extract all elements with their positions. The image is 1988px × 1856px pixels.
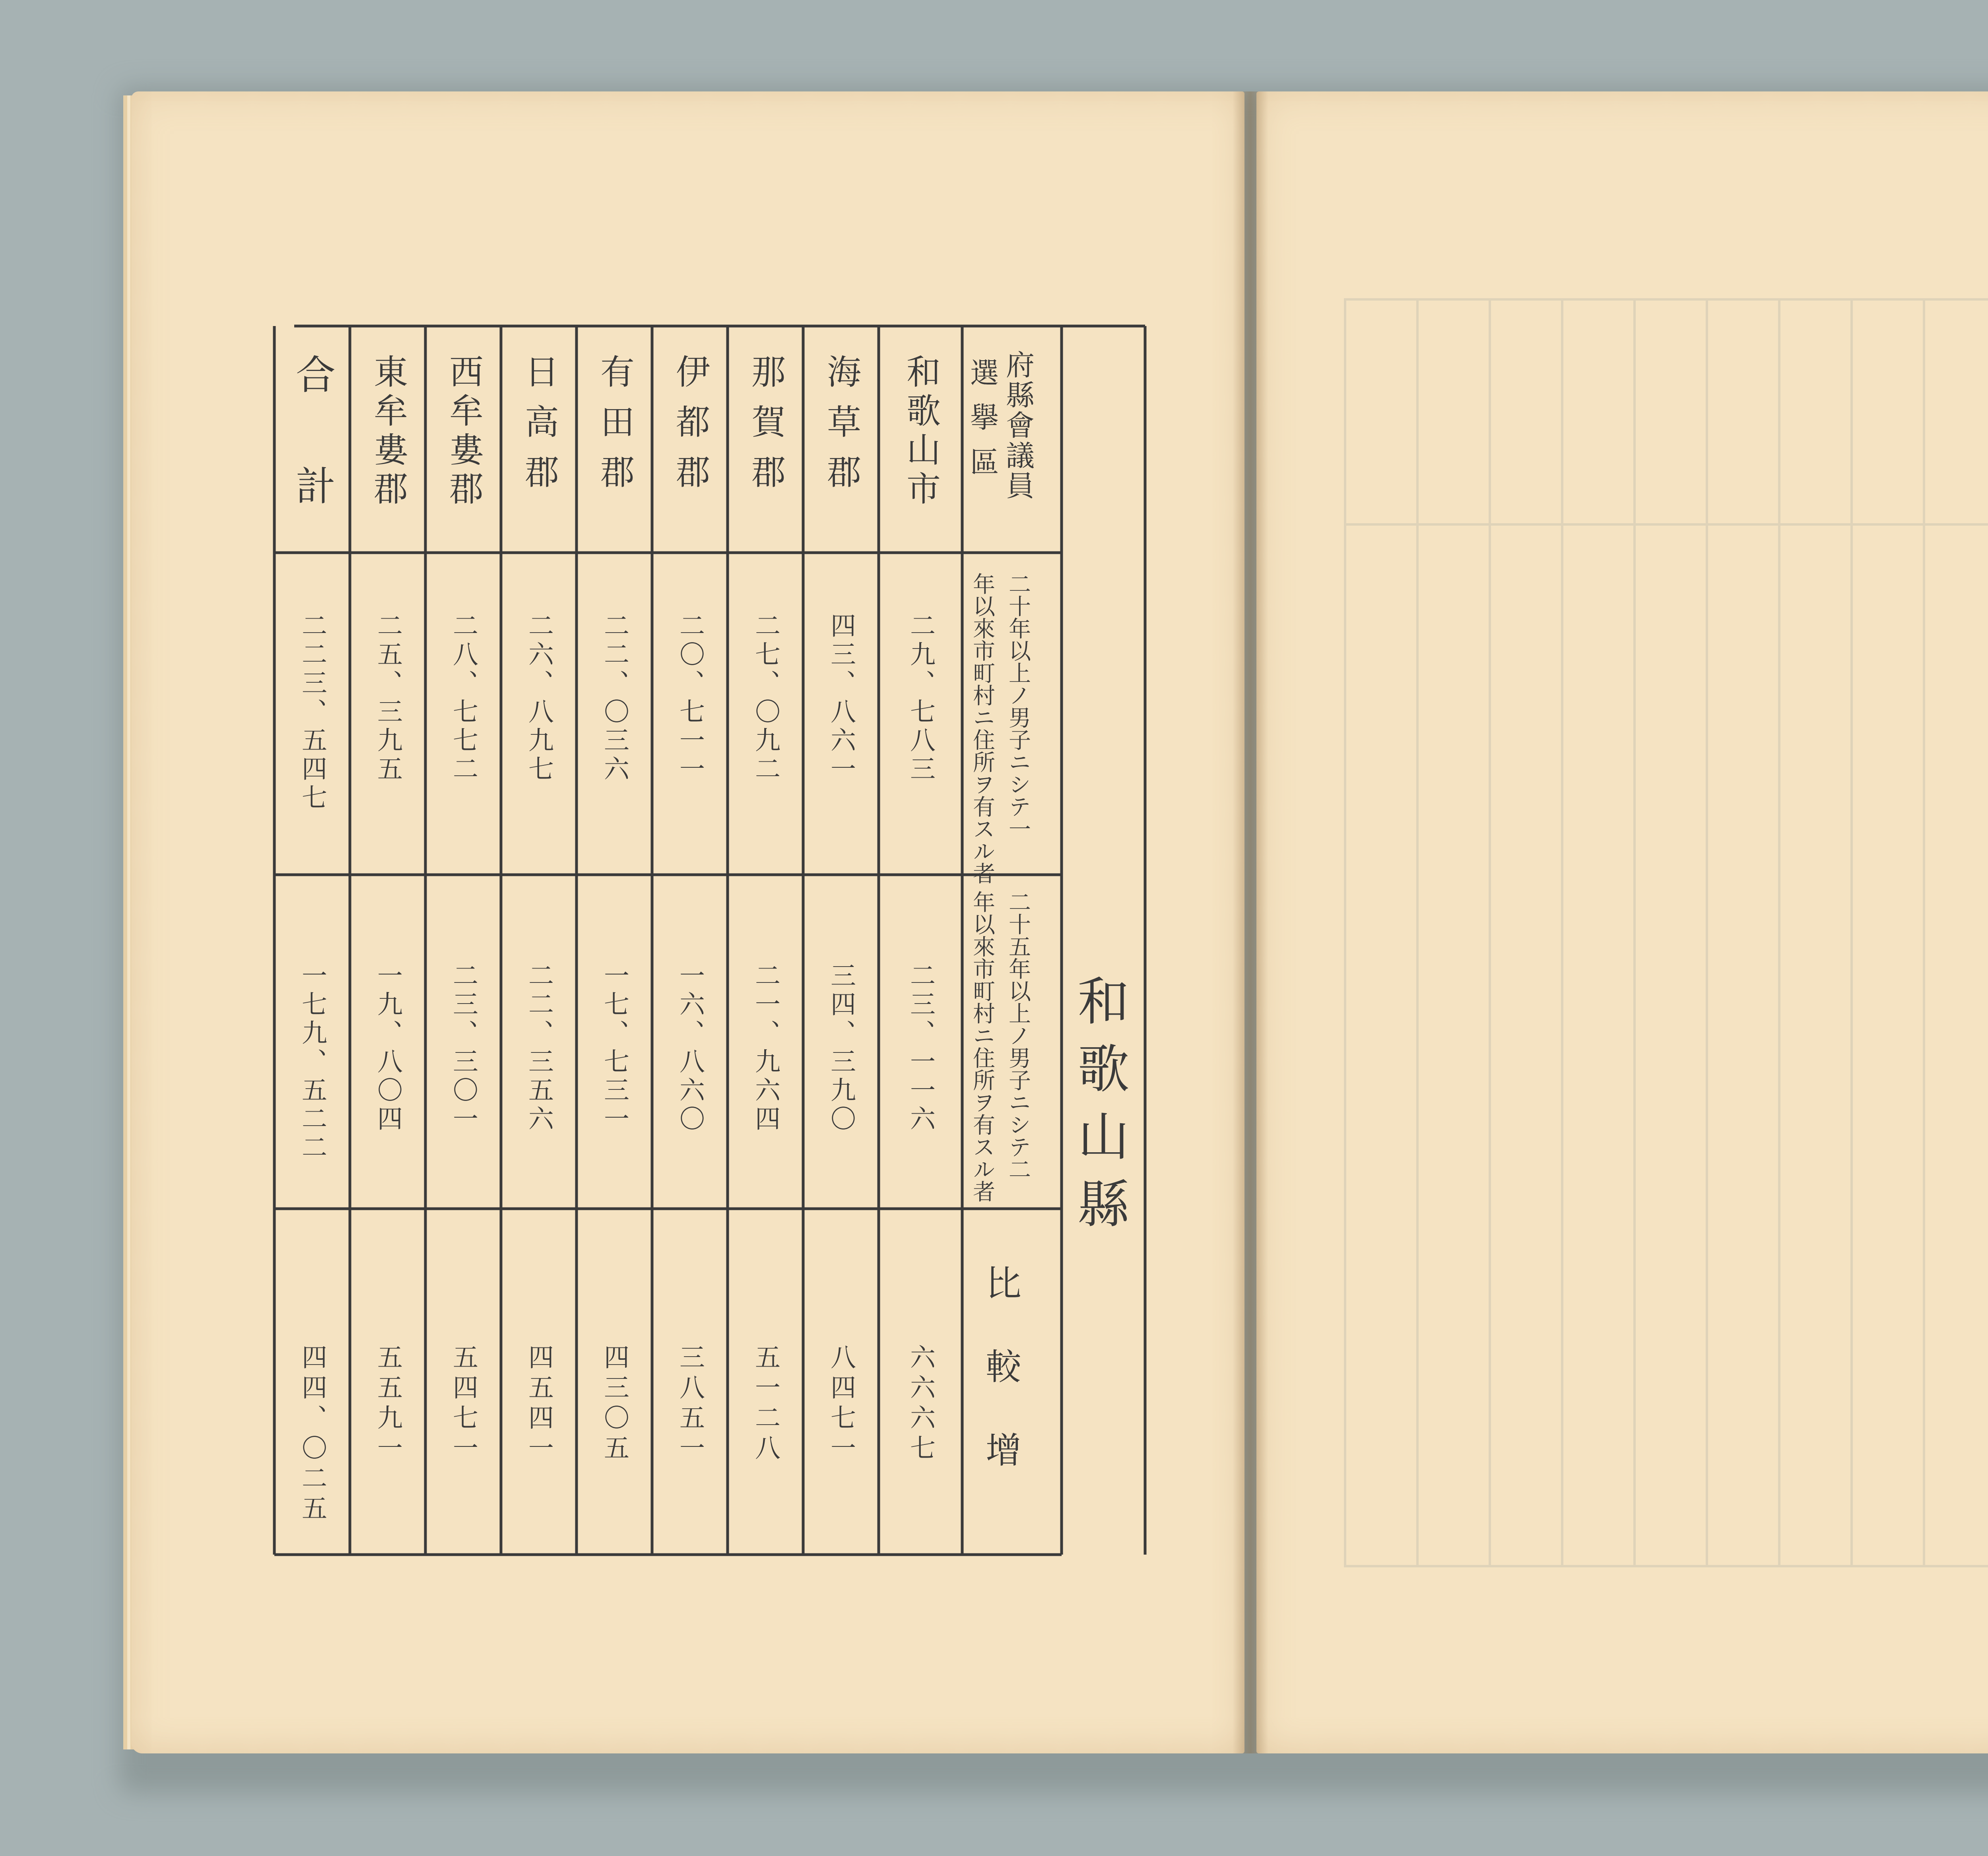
district-name: 那賀郡 bbox=[746, 354, 785, 504]
male20-value: 二八、七七二 bbox=[448, 612, 478, 784]
male20-header-1: 二十年以上ノ男子ニシテ一 bbox=[1005, 573, 1031, 840]
male25-value: 一六、八六〇 bbox=[675, 962, 705, 1134]
district-name: 海草郡 bbox=[821, 354, 861, 504]
district-name: 合計 bbox=[289, 354, 336, 577]
male20-value: 二二、〇三六 bbox=[600, 612, 629, 784]
diff-header: 比較增 bbox=[979, 1264, 1021, 1515]
male25-header-1: 二十五年以上ノ男子ニシテ二 bbox=[1005, 891, 1031, 1180]
male25-value: 二三、三〇一 bbox=[448, 962, 478, 1134]
prefecture-title: 和歌山縣 bbox=[1069, 974, 1130, 1244]
male20-value: 二六、八九七 bbox=[524, 612, 553, 784]
diff-value: 八四七一 bbox=[826, 1344, 856, 1465]
male20-value: 二〇、七一一 bbox=[675, 612, 705, 784]
diff-value: 五一二八 bbox=[751, 1344, 780, 1465]
district-name: 伊都郡 bbox=[670, 354, 710, 504]
district-name: 有田郡 bbox=[594, 354, 634, 504]
district-name: 日高郡 bbox=[519, 354, 559, 504]
male25-value: 二一、九六四 bbox=[751, 962, 780, 1134]
district-name: 和歌山市 bbox=[901, 354, 940, 510]
male25-value: 二三、一一六 bbox=[906, 962, 935, 1134]
male20-value: 二七、〇九二 bbox=[751, 612, 780, 784]
diff-value: 四四、〇二五 bbox=[297, 1344, 327, 1525]
male20-value: 二九、七八三 bbox=[906, 612, 935, 784]
district-header-1: 府縣會議員 bbox=[1001, 350, 1035, 501]
district-name: 東牟婁郡 bbox=[368, 354, 408, 510]
diff-value: 五四七一 bbox=[448, 1344, 478, 1465]
male20-value: 二二三、五四七 bbox=[297, 612, 327, 813]
district-header-2: 選擧區 bbox=[965, 358, 999, 491]
diff-value: 四五四一 bbox=[524, 1344, 553, 1465]
diff-value: 六六六七 bbox=[906, 1344, 935, 1465]
male25-header-2: 年以來市町村ニ住所ヲ有スル者 bbox=[969, 891, 995, 1202]
male25-value: 一七九、五二二 bbox=[297, 962, 327, 1163]
male25-value: 一九、八〇四 bbox=[373, 962, 402, 1134]
male25-value: 二二、三五六 bbox=[524, 962, 553, 1134]
male20-value: 二五、三九五 bbox=[373, 612, 402, 784]
district-name: 西牟婁郡 bbox=[443, 354, 483, 510]
diff-value: 五五九一 bbox=[373, 1344, 402, 1465]
male25-value: 一七、七三一 bbox=[600, 962, 629, 1134]
diff-value: 三八五一 bbox=[675, 1344, 705, 1465]
male20-value: 四三、八六一 bbox=[826, 612, 856, 784]
male20-header-2: 年以來市町村ニ住所ヲ有スル者 bbox=[969, 573, 995, 884]
diff-value: 四三〇五 bbox=[600, 1344, 629, 1465]
male25-value: 三四、三九〇 bbox=[826, 962, 856, 1134]
